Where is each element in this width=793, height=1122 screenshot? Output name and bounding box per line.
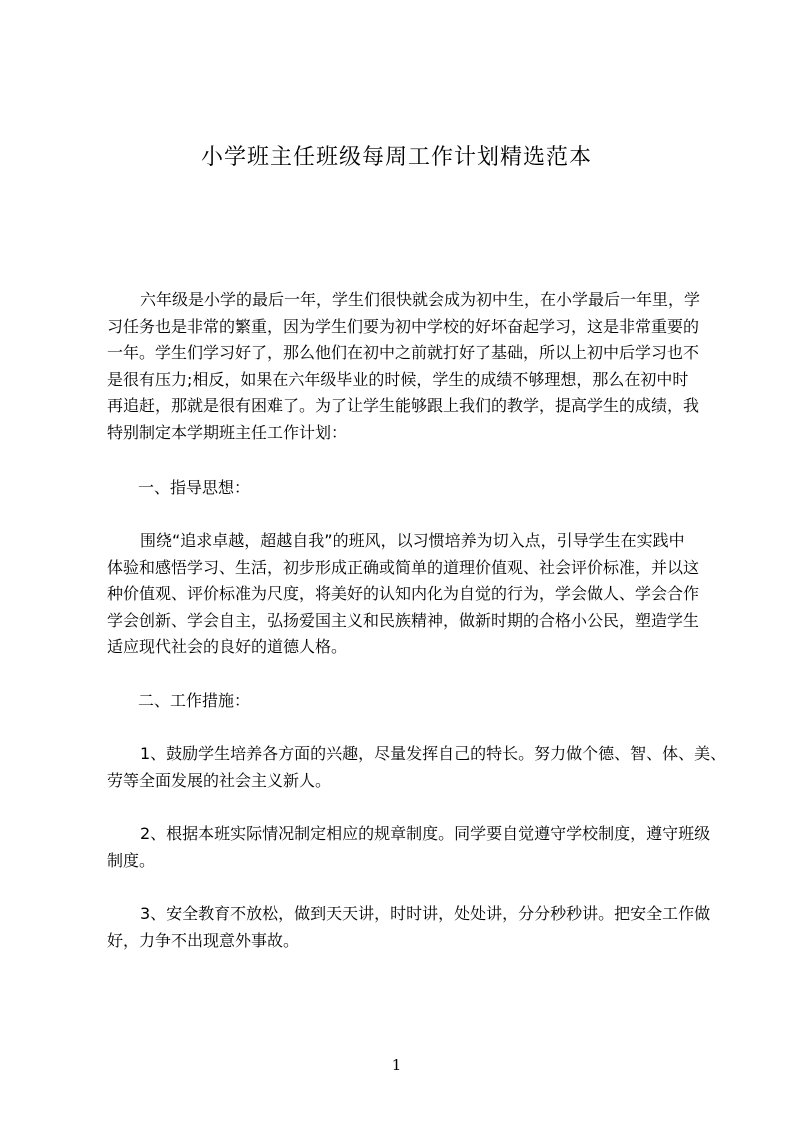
paragraph-line: 适应现代社会的良好的道德人格。 (107, 637, 348, 657)
paragraph-line: 2、根据本班实际情况制定相应的规章制度。同学要自觉遵守学校制度，遵守班级 (140, 824, 711, 843)
paragraph-line: 制度。 (107, 850, 156, 870)
page-number: 1 (391, 1056, 402, 1074)
measure-item-3 (107, 901, 711, 954)
paragraph-line: 是很有压力;相反，如果在六年级毕业的时候，学生的成绩不够理想，那么在初中时 (107, 369, 689, 389)
measure-item-2 (107, 821, 711, 874)
measure-item-1 (107, 741, 727, 794)
paragraph-line: 学会创新、学会自主，弘扬爱国主义和民族精神，做新时期的合格小公民，塑造学生 (107, 610, 700, 630)
paragraph-line: 特别制定本学期班主任工作计划： (107, 422, 348, 442)
paragraph-line: 习任务也是非常的繁重，因为学生们要为初中学校的好坏奋起学习，这是非常重要的 (107, 316, 700, 336)
paragraph-line: 再追赶，那就是很有困难了。为了让学生能够跟上我们的教学，提高学生的成绩，我 (107, 396, 700, 416)
document-title: 小学班主任班级每周工作计划精选范本 (200, 145, 592, 170)
paragraph-line: 好，力争不出现意外事故。 (107, 930, 300, 950)
paragraph-line: 围绕“追求卓越，超越自我”的班风，以习惯培养为切入点，引导学生在实践中 (140, 531, 685, 550)
guiding-ideology-paragraph (107, 528, 707, 661)
paragraph-line: 体验和感悟学习、生活，初步形成正确或简单的道理价值观、社会评价标准，并以这 (107, 557, 700, 577)
section-heading-guiding-ideology: 一、指导思想： (138, 478, 251, 497)
paragraph-line: 六年级是小学的最后一年，学生们很快就会成为初中生，在小学最后一年里，学 (140, 290, 701, 309)
paragraph-line: 一年。学生们学习好了，那么他们在初中之前就打好了基础，所以上初中后学习也不 (107, 343, 700, 363)
section-heading-work-measures: 二、工作措施： (138, 691, 251, 710)
paragraph-line: 1、鼓励学生培养各方面的兴趣，尽量发挥自己的特长。努力做个德、智、体、美、 (140, 744, 727, 763)
paragraph-line: 劳等全面发展的社会主义新人。 (107, 770, 332, 790)
intro-paragraph (107, 287, 707, 447)
paragraph-line: 3、安全教育不放松，做到天天讲，时时讲，处处讲，分分秒秒讲。把安全工作做 (140, 904, 711, 923)
paragraph-line: 种价值观、评价标准为尺度，将美好的认知内化为自觉的行为，学会做人、学会合作 (107, 584, 700, 604)
